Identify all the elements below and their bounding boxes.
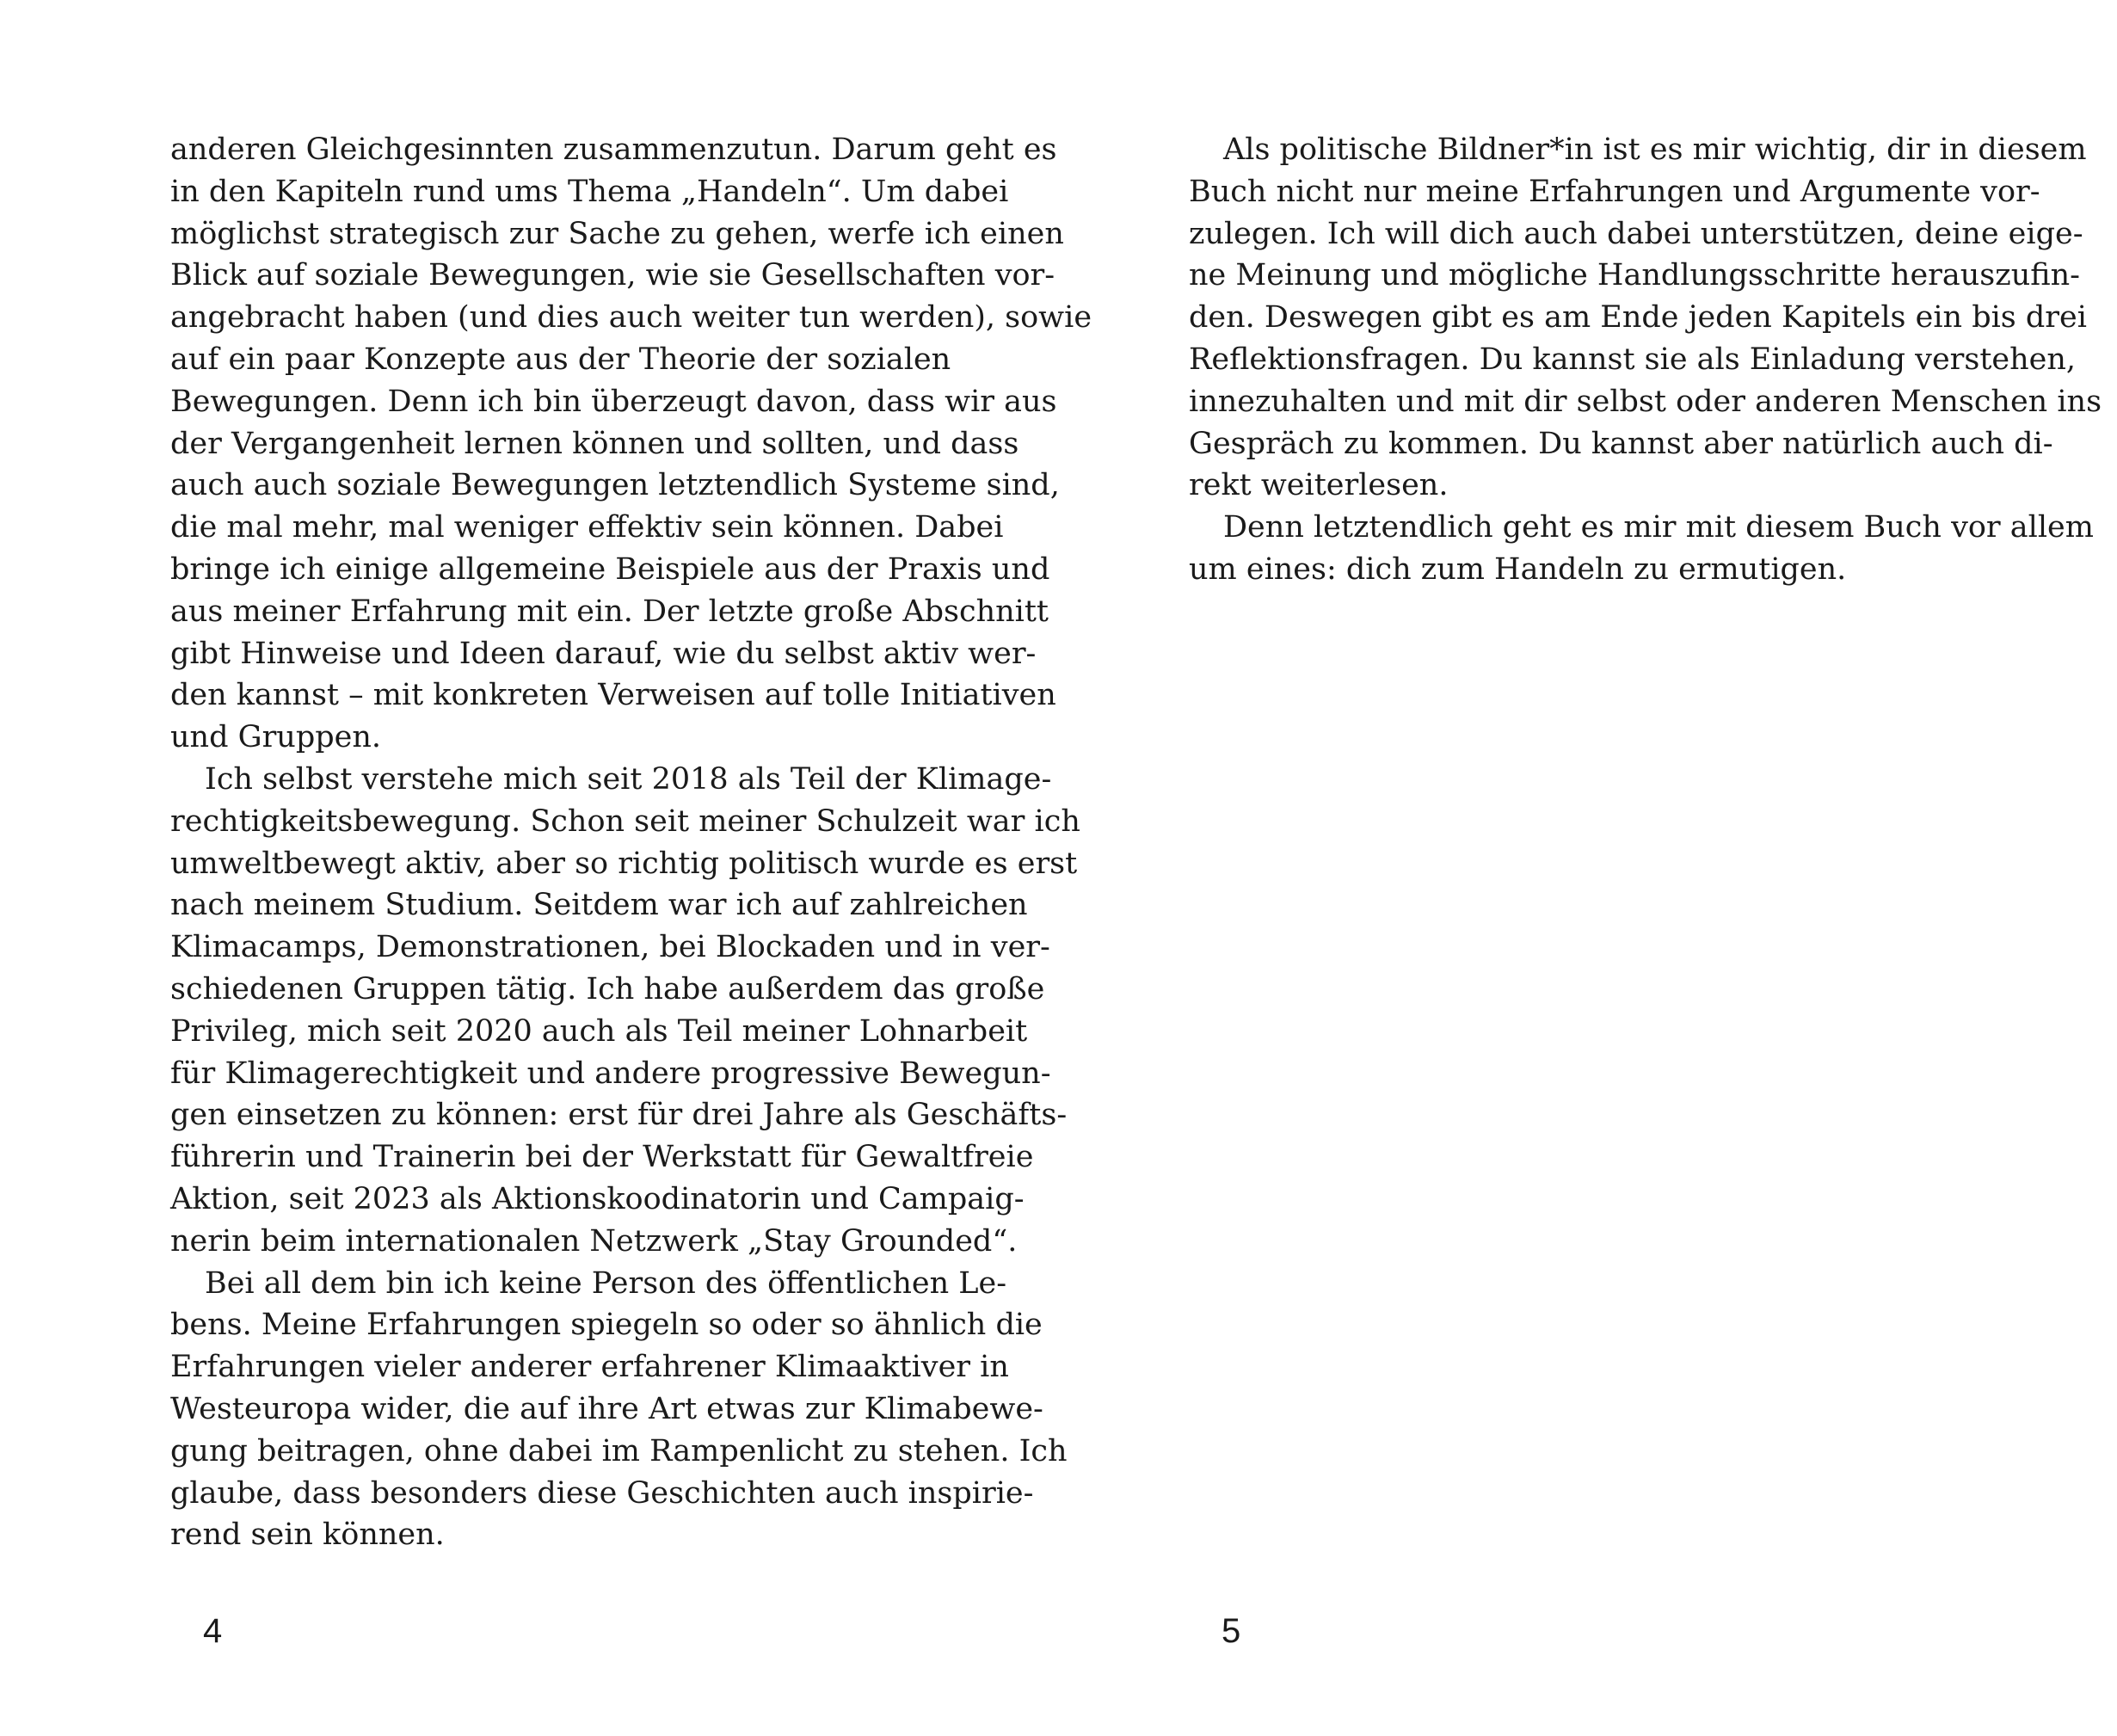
text-line: aus meiner Erfahrung mit ein. Der letzte große Abschnitt (170, 594, 1049, 629)
paragraph (170, 759, 1080, 1263)
right-page-text (1189, 129, 2102, 591)
text-line: anderen Gleichgesinnten zusammenzutun. Darum geht es (170, 132, 1057, 167)
text-line: Reflektionsfragen. Du kannst sie als Einladung verstehen, (1189, 342, 2077, 377)
text-line: schiedenen Gruppen tätig. Ich habe außerdem das große (170, 971, 1045, 1007)
text-line: Aktion, seit 2023 als Aktionskoodinatorin und Campaig- (170, 1181, 1025, 1216)
text-line: glaube, dass besonders diese Geschichten auch inspirie- (170, 1475, 1034, 1511)
text-line: nerin beim internationalen Netzwerk „Stay Grounded“. (170, 1223, 1018, 1259)
text-line: die mal mehr, mal weniger effektiv sein können. Dabei (170, 510, 1004, 545)
text-line: führerin und Trainerin bei der Werkstatt für Gewaltfreie (170, 1140, 1034, 1175)
page-number: 5 (1222, 1612, 1241, 1650)
text-line: in den Kapiteln rund ums Thema „Handeln“. Um dabei (170, 174, 1009, 209)
text-line: für Klimagerechtigkeit und andere progressive Bewegun- (170, 1056, 1051, 1091)
text-line: bringe ich einige allgemeine Beispiele aus der Praxis und (170, 551, 1050, 587)
text-line: und Gruppen. (170, 720, 382, 755)
text-line: ne Meinung und mögliche Handlungsschritte herauszufin- (1189, 258, 2080, 293)
left-page-text (170, 129, 1092, 1556)
text-line: rekt weiterlesen. (1189, 468, 1449, 503)
text-line: bens. Meine Erfahrungen spiegeln so oder so ähnlich die (170, 1308, 1043, 1343)
paragraph (1189, 129, 2102, 507)
text-line: Privileg, mich seit 2020 auch als Teil meiner Lohnarbeit (170, 1013, 1028, 1049)
text-line: zulegen. Ich will dich auch dabei unterstützen, deine eige- (1189, 216, 2083, 251)
text-line: Denn letztendlich geht es mir mit diesem Buch vor allem (1223, 510, 2094, 545)
text-line: rechtigkeitsbewegung. Schon seit meiner Schulzeit war ich (170, 803, 1080, 839)
text-line: gibt Hinweise und Ideen darauf, wie du selbst aktiv wer- (170, 636, 1037, 671)
text-line: Buch nicht nur meine Erfahrungen und Argumente vor- (1189, 174, 2040, 209)
text-line: Bei all dem bin ich keine Person des öffentlichen Le- (205, 1265, 1007, 1301)
text-line: rend sein können. (170, 1517, 445, 1553)
text-line: den. Deswegen gibt es am Ende jeden Kapitels ein bis drei (1189, 300, 2087, 336)
paragraph (1189, 507, 2094, 591)
text-line: der Vergangenheit lernen können und sollten, und dass (170, 426, 1019, 461)
text-line: Bewegungen. Denn ich bin überzeugt davon, dass wir aus (170, 384, 1057, 419)
page-number: 4 (203, 1612, 223, 1650)
text-line: den kannst – mit konkreten Verweisen auf tolle Initiativen (170, 678, 1056, 713)
text-line: innezuhalten und mit dir selbst oder anderen Menschen ins (1189, 384, 2102, 419)
text-line: um eines: dich zum Handeln zu ermutigen. (1189, 551, 1847, 587)
text-line: auch auch soziale Bewegungen letztendlich Systeme sind, (170, 468, 1060, 503)
text-line: Klimacamps, Demonstrationen, bei Blockaden und in ver- (170, 930, 1050, 965)
text-line: Als politische Bildner*in ist es mir wichtig, dir in diesem (1223, 132, 2087, 167)
text-line: Erfahrungen vieler anderer erfahrener Klimaaktiver in (170, 1350, 1009, 1385)
text-line: gung beitragen, ohne dabei im Rampenlicht zu stehen. Ich (170, 1433, 1068, 1468)
text-line: Westeuropa wider, die auf ihre Art etwas zur Klimabewe- (170, 1391, 1043, 1426)
text-line: umweltbewegt aktiv, aber so richtig politisch wurde es erst (170, 846, 1078, 881)
text-line: auf ein paar Konzepte aus der Theorie der sozialen (170, 342, 951, 377)
text-line: angebracht haben (und dies auch weiter tun werden), sowie (170, 300, 1092, 336)
text-line: möglichst strategisch zur Sache zu gehen, werfe ich einen (170, 216, 1064, 251)
text-line: Ich selbst verstehe mich seit 2018 als Teil der Klimage- (205, 761, 1052, 797)
right-page (1058, 0, 2116, 1736)
paragraph (170, 129, 1092, 759)
text-line: Blick auf soziale Bewegungen, wie sie Gesellschaften vor- (170, 258, 1055, 293)
text-line: Gespräch zu kommen. Du kannst aber natürlich auch di- (1189, 426, 2053, 461)
text-line: nach meinem Studium. Seitdem war ich auf zahlreichen (170, 888, 1028, 923)
text-line: gen einsetzen zu können: erst für drei Jahre als Geschäfts- (170, 1098, 1068, 1133)
paragraph (170, 1263, 1068, 1557)
